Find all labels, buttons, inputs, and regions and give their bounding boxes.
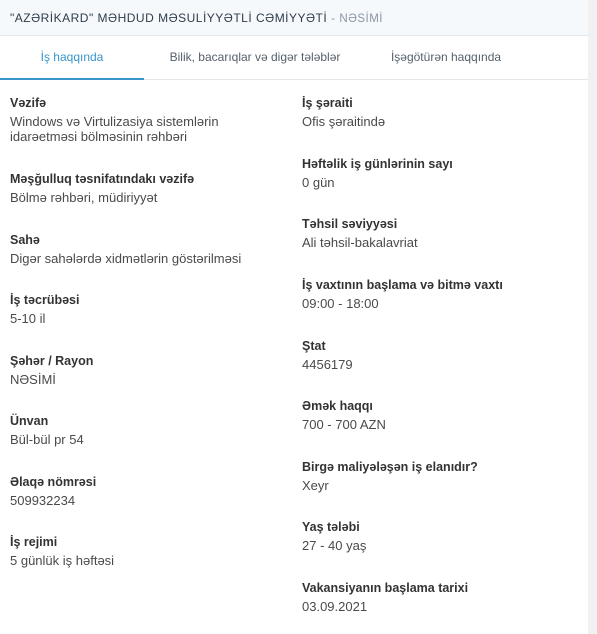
field-label: Birgə maliyələşən iş elanıdır? xyxy=(302,460,478,474)
page-scrollbar-track[interactable] xyxy=(588,0,597,634)
field-label: Yaş tələbi xyxy=(302,520,360,534)
field-label: İş təcrübəsi xyxy=(10,293,80,307)
company-name: "AZƏRİKARD" MƏHDUD MƏSULİYYƏTLİ CƏMİYYƏTİ xyxy=(10,11,328,25)
field-value: 509932234 xyxy=(10,493,76,508)
company-title xyxy=(10,11,383,25)
field-value: 27 - 40 yaş xyxy=(302,538,367,553)
field-value: Ofis şəraitində xyxy=(302,114,386,129)
field-staff-number xyxy=(302,338,353,372)
field-label: Əmək haqqı xyxy=(302,399,373,413)
field-work-hours xyxy=(302,277,503,311)
field-value: 700 - 700 AZN xyxy=(302,417,386,432)
field-salary xyxy=(302,398,386,432)
field-value: 5 günlük iş həftəsi xyxy=(10,553,115,568)
field-label: Əlaqə nömrəsi xyxy=(10,475,97,489)
field-label: Təhsil səviyyəsi xyxy=(302,217,398,231)
tab-about-employer[interactable]: İşəgötürən haqqında xyxy=(390,50,502,64)
field-label: Həftəlik iş günlərinin sayı xyxy=(302,157,453,171)
field-value: Windows və Virtulizasiya sistemlərin idarəetməsi bölməsinin rəhbəri xyxy=(10,114,219,144)
field-cofinanced xyxy=(302,459,478,493)
field-city-district xyxy=(10,353,93,387)
field-education-level xyxy=(302,216,418,250)
field-value: 03.09.2021 xyxy=(302,599,368,614)
field-value: 5-10 il xyxy=(10,311,46,326)
field-work-schedule xyxy=(10,534,114,568)
field-value: Bül-bül pr 54 xyxy=(10,432,84,447)
tab-bar xyxy=(0,36,588,80)
tab-skills-requirements[interactable]: Bilik, bacarıqlar və digər tələblər xyxy=(169,50,341,64)
field-label: İş vaxtının başlama və bitmə vaxtı xyxy=(302,278,503,292)
field-contact-number xyxy=(10,474,96,508)
field-sector xyxy=(10,232,241,266)
field-value: Digər sahələrdə xidmətlərin göstərilməsi xyxy=(10,251,242,266)
field-vacancy-start-date xyxy=(302,580,468,614)
tab-about-job[interactable]: İş haqqında xyxy=(0,36,144,79)
field-occupation-classification xyxy=(10,171,194,205)
company-header xyxy=(0,0,588,36)
field-label: Sahə xyxy=(10,233,40,247)
field-label: Şəhər / Rayon xyxy=(10,354,94,368)
field-value: Ali təhsil-bakalavriat xyxy=(302,235,418,250)
field-label: Ştat xyxy=(302,339,326,353)
company-district: NƏSİMİ xyxy=(339,13,384,25)
title-separator: - xyxy=(331,11,336,25)
field-value: NƏSİMİ xyxy=(10,372,56,387)
field-value: 09:00 - 18:00 xyxy=(302,296,379,311)
field-work-conditions xyxy=(302,95,385,129)
field-experience xyxy=(10,292,79,326)
field-value: Xeyr xyxy=(302,478,329,493)
field-value: 4456179 xyxy=(302,357,353,372)
field-label: İş rejimi xyxy=(10,535,58,549)
field-label: Ünvan xyxy=(10,414,49,428)
field-position xyxy=(10,95,270,144)
field-age-requirement xyxy=(302,519,366,553)
field-label: Vəzifə xyxy=(10,96,47,110)
field-label: Məşğulluq təsnifatındakı vəzifə xyxy=(10,172,195,186)
field-value: 0 gün xyxy=(302,175,335,190)
field-label: İş şəraiti xyxy=(302,96,353,110)
field-address xyxy=(10,413,84,447)
field-label: Vakansiyanın başlama tarixi xyxy=(302,581,469,595)
field-weekly-workdays xyxy=(302,156,453,190)
field-value: Bölmə rəhbəri, müdiriyyət xyxy=(10,190,158,205)
